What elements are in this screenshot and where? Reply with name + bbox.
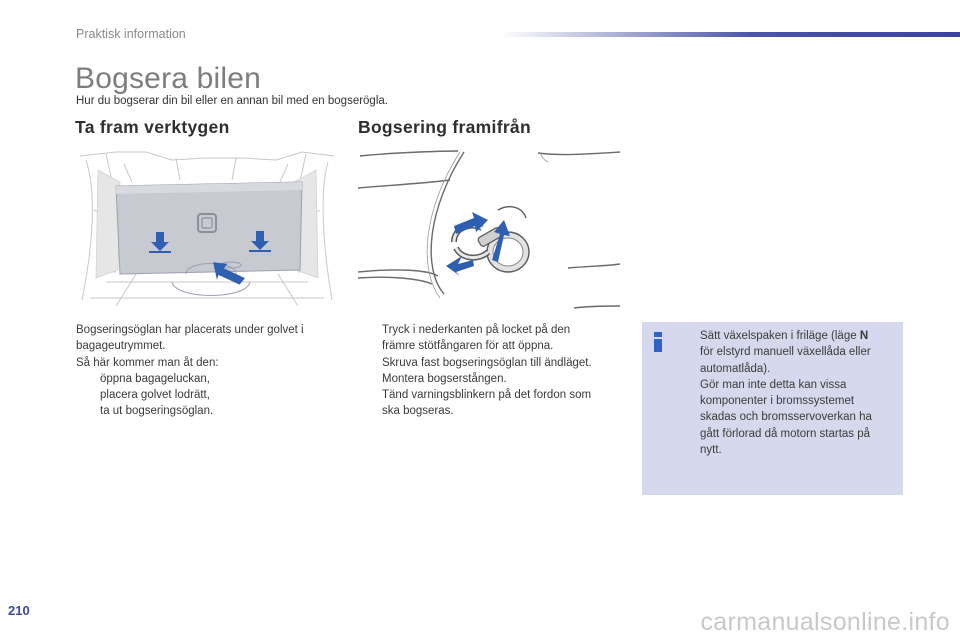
- step-text: placera golvet lodrätt,: [100, 389, 210, 402]
- step-text: öppna bagageluckan,: [100, 372, 210, 385]
- header-section-label: Praktisk information: [76, 27, 186, 41]
- page-title: Bogsera bilen: [75, 62, 262, 95]
- front-towing-instructions: [358, 322, 620, 420]
- front-towing-step-list: [358, 322, 620, 420]
- gear-position-n: N: [859, 330, 869, 342]
- info-line: för elstyrd manuell växellåda eller: [700, 346, 871, 359]
- list-item: [76, 387, 346, 403]
- trunk-floor-illustration: [76, 150, 338, 311]
- list-item: [358, 322, 620, 355]
- tools-instructions: [76, 322, 346, 420]
- watermark: carmanualsonline.info: [700, 608, 950, 636]
- page-number: 210: [8, 603, 30, 618]
- info-line: skadas och bromsservoverkan ha: [700, 411, 872, 424]
- list-item: [76, 403, 346, 419]
- info-line: gått förlorad då motorn startas på: [700, 427, 871, 440]
- info-icon: [654, 332, 663, 350]
- list-item: [358, 355, 620, 371]
- intro-line: Så här kommer man åt den:: [76, 356, 219, 369]
- list-item: [358, 387, 620, 420]
- section-title-tools: Ta fram verktygen: [75, 117, 230, 137]
- intro-line: bagageutrymmet.: [76, 340, 166, 353]
- header-rule: [500, 32, 960, 37]
- section-title-front-towing: Bogsering framifrån: [358, 117, 531, 137]
- step-text: ta ut bogseringsöglan.: [100, 405, 214, 418]
- info-box: [642, 322, 903, 495]
- step-line: Montera bogserstången.: [382, 372, 507, 385]
- info-line: nytt.: [700, 444, 722, 457]
- info-line: Gör man inte detta kan vissa: [700, 378, 847, 391]
- step-line: ska bogseras.: [382, 405, 454, 418]
- info-line-text: Sätt växelspaken i friläge (läge: [700, 330, 857, 342]
- intro-line: Bogseringsöglan har placerats under golvet i: [76, 324, 304, 336]
- tools-step-list: [76, 371, 346, 420]
- page-subtitle: Hur du bogserar din bil eller en annan bil med en bogserögla.: [76, 95, 388, 107]
- info-line: [700, 328, 896, 344]
- list-item: [76, 371, 346, 387]
- info-note: [676, 328, 896, 458]
- step-line: främre stötfångaren för att öppna.: [382, 340, 554, 353]
- step-line: Tryck i nederkanten på locket på den: [382, 324, 571, 336]
- front-bumper-illustration: [358, 148, 620, 313]
- info-line: automatlåda).: [700, 362, 771, 375]
- list-item: [358, 371, 620, 387]
- step-line: Skruva fast bogseringsöglan till ändläget.: [382, 356, 592, 369]
- info-line: komponenter i bromssystemet: [700, 395, 855, 408]
- step-line: Tänd varningsblinkern på det fordon som: [382, 389, 592, 402]
